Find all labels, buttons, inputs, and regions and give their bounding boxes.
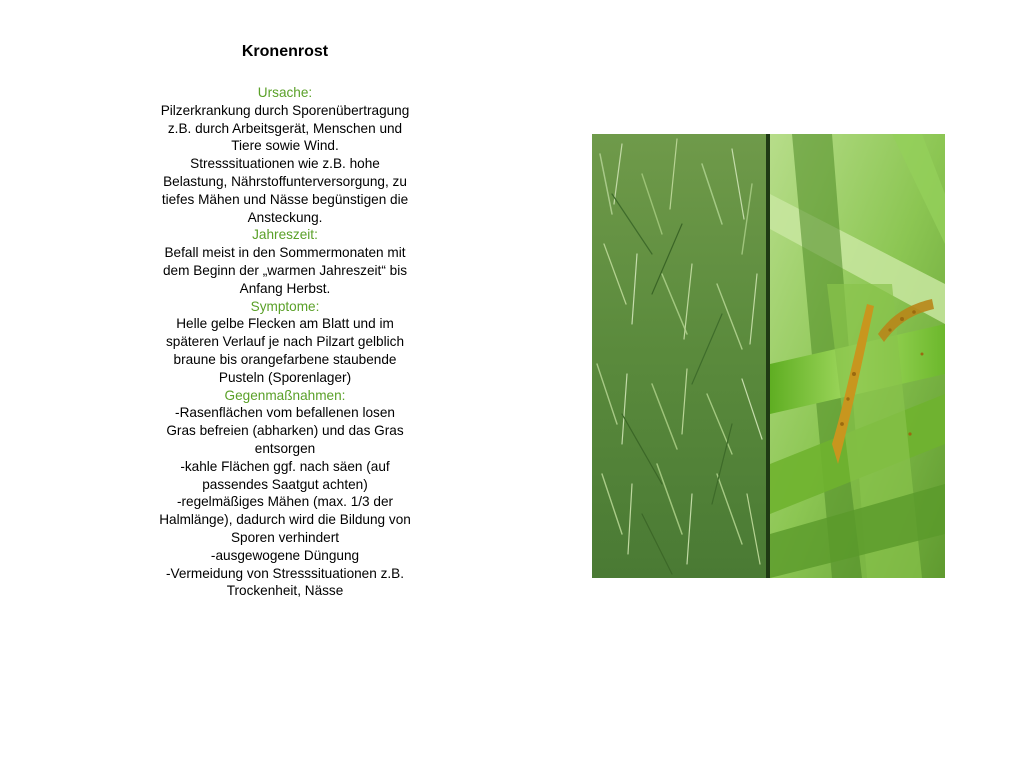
grass-rust-photo (592, 134, 945, 578)
jahreszeit-line: Anfang Herbst. (239, 280, 331, 296)
massnahme-line: -ausgewogene Düngung (210, 547, 360, 563)
massnahme-line: -Rasenflächen vom befallenen losen (175, 405, 395, 421)
jahreszeit-line: Befall meist in den Sommermonaten mit (164, 245, 406, 261)
heading-ursache: Ursache: (257, 85, 313, 100)
ursache-line: Stresssituationen wie z.B. hohe (190, 156, 380, 172)
massnahme-line: Halmlänge), dadurch wird die Bildung von (159, 512, 411, 528)
ursache-line: Pilzerkrankung durch Sporenübertragung (160, 102, 410, 118)
symptome-line: Pusteln (Sporenlager) (218, 369, 352, 385)
massnahme-line: -regelmäßiges Mähen (max. 1/3 der (176, 494, 394, 510)
ursache-line: z.B. durch Arbeitsgerät, Menschen und (167, 120, 403, 136)
symptome-line: späteren Verlauf je nach Pilzart gelblich (165, 334, 405, 350)
massnahme-line: Trockenheit, Nässe (226, 583, 344, 599)
jahreszeit-line: dem Beginn der „warmen Jahreszeit“ bis (162, 262, 408, 278)
massnahme-line: -Vermeidung von Stresssituationen z.B. (165, 565, 405, 581)
ursache-line: Belastung, Nährstoffunterversorgung, zu (163, 173, 407, 189)
page-title: Kronenrost (241, 43, 329, 60)
rust-leaf-closeup-photo-icon (770, 134, 945, 578)
massnahme-line: passendes Saatgut achten) (202, 476, 368, 492)
massnahme-line: -kahle Flächen ggf. nach säen (auf (180, 458, 390, 474)
ursache-line: Tiere sowie Wind. (231, 138, 339, 154)
symptome-line: Helle gelbe Flecken am Blatt und im (176, 316, 394, 332)
massnahme-line: Sporen verhindert (230, 529, 340, 545)
massnahme-line: Gras befreien (abharken) und das Gras (166, 423, 404, 439)
heading-gegenmassnahmen: Gegenmaßnahmen: (224, 387, 346, 403)
heading-symptome: Symptome: (250, 298, 320, 314)
lawn-grass-photo-icon (592, 134, 770, 578)
heading-jahreszeit: Jahreszeit: (252, 227, 318, 243)
ursache-line: Ansteckung. (247, 209, 323, 225)
massnahme-line: entsorgen (254, 440, 316, 456)
symptome-line: braune bis orangefarbene staubende (173, 351, 397, 367)
ursache-line: tiefes Mähen und Nässe begünstigen die (161, 191, 409, 207)
info-text-column (140, 40, 430, 600)
